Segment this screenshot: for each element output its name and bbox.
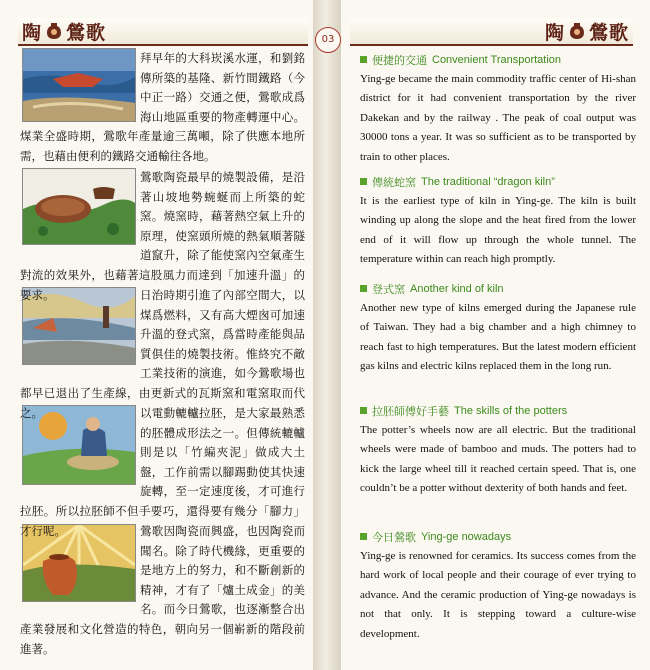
right-header-title xyxy=(545,18,629,44)
zh-paragraph-step-kiln: 日治時期引進了內部空間大，以煤爲燃料，又有高大煙囪可加速升溫的登式窯，爲當時產能與品質俱佳的燒製技術。惟終究不敵工業技術的演進，如今鶯歌場也都早已退出了生產線，由更新式的瓦斯窯和電窯取而代之。 xyxy=(20,288,305,420)
zh-paragraph-nowadays: 鶯歌因陶瓷而興盛，也因陶瓷而聞名。除了時代機緣，更重要的是地方上的努力，和不斷創新的精神，才有了「爐土成金」的美名。而今日鶯歌，也逐漸整合出產業發展和文化營造的特色，朝向另一個嶄新的階段前進著。 xyxy=(20,524,305,656)
en-section-nowadays xyxy=(360,529,636,644)
header-char-yingge: 鶯歌 xyxy=(66,21,107,44)
en-section-body: Another new type of kilns emerged during the Japanese rule of Taiwan. They had a big chamber and a high chimney to reach fast to high temperatures. But the latest modern efficient gas kilns and electric kilns replaced them in the long run. xyxy=(360,302,636,373)
clay-pot-icon xyxy=(569,22,585,40)
green-square-bullet-icon xyxy=(360,56,367,63)
page-number: 03 xyxy=(315,27,341,53)
clay-pot-icon xyxy=(46,22,62,40)
en-section-body: It is the earliest type of kiln in Ying-ge. The kiln is built winding up along the slope and the heat fired from the lower end of it will flow up through the whole tunnel. The temperature within can reach high promptly. xyxy=(360,195,636,266)
header-char-yingge: 鶯歌 xyxy=(588,21,629,44)
en-section-heading xyxy=(360,281,636,296)
page-gutter xyxy=(313,0,341,670)
heading-en: Convenient Transportation xyxy=(432,53,562,66)
en-section-heading xyxy=(360,529,636,544)
zh-paragraph-potter: 以電動轆轤拉胚，是大家最熟悉的胚體成形法之一。但傳統轆轤則是以「竹編夾泥」做成大土盤，工作前需以腳踢動使其快速旋轉，至一定速度後，才可進行拉胚。所以拉胚師不但手要巧，還得要有幾分「腳力」才行呢。 xyxy=(20,406,305,538)
en-section-dragon-kiln xyxy=(360,174,636,270)
heading-en: The skills of the potters xyxy=(454,404,568,417)
green-square-bullet-icon xyxy=(360,407,367,414)
heading-zh: 今日鶯歌 xyxy=(372,531,416,544)
right-header-banner xyxy=(350,18,633,46)
left-header-banner xyxy=(18,18,308,46)
en-section-potter xyxy=(360,403,636,499)
header-char-tao: 陶 xyxy=(544,21,565,44)
zh-paragraph-transport: 拜早年的大科崁溪水運，和劉銘傳所築的基隆、新竹間鐵路（今中正一路）交通之便，鶯歌成爲海山地區重要的物產轉運中心。煤業全盛時期，鶯歌年產量逾三萬噸，除了供應本地所需，也藉由便利的鐵路交通輸往各地。 xyxy=(20,51,305,163)
en-section-transport xyxy=(360,52,636,167)
green-square-bullet-icon xyxy=(360,533,367,540)
en-section-heading xyxy=(360,52,636,67)
en-section-heading xyxy=(360,174,636,189)
en-section-heading xyxy=(360,403,636,418)
zh-paragraph-dragon-kiln: 鶯歌陶瓷最早的燒製設備，是沿著山坡地勢蜿蜒而上所築的蛇窯。燒窯時，藉著熱空氣上升的原理，使窯頭所燒的熱氣順著隧道竄升，除了能使窯內空氣產生對流的效果外，也藉著這股風力而達到「加速升溫」的要求。 xyxy=(20,170,305,302)
en-section-body: Ying-ge is renowned for ceramics. Its success comes from the hard work of local people and their courage of ever trying to advance. And the ceramic production of Ying-ge nowadays is not that only. It is stepping toward a culture-wise development. xyxy=(360,550,636,640)
heading-en: The traditional “dragon kiln” xyxy=(421,175,555,188)
heading-en: Ying-ge nowadays xyxy=(421,530,512,543)
heading-zh: 登式窯 xyxy=(372,283,405,296)
heading-zh: 便捷的交通 xyxy=(372,54,427,67)
header-char-tao: 陶 xyxy=(22,21,43,44)
en-section-body: The potter’s wheels now are all electric. But the traditional wheels were made of bamboo and muds. The potters had to kick the large wheel till it reached certain speed. That is, one couldn’t be a potter without dexterity of both hands and feet. xyxy=(360,424,636,495)
en-section-body: Ying-ge became the main commodity traffic center of Hi-shan district for it had convenient transportation by the river Dakekan and by the railway . The peak of coal output was 30000 tons a year. It was so sufficient as to be transported by train to other places. xyxy=(360,73,636,163)
heading-en: Another kind of kiln xyxy=(410,282,504,295)
green-square-bullet-icon xyxy=(360,285,367,292)
left-header-title xyxy=(22,18,106,44)
heading-zh: 傳統蛇窯 xyxy=(372,176,416,189)
en-section-step-kiln xyxy=(360,281,636,377)
green-square-bullet-icon xyxy=(360,178,367,185)
heading-zh: 拉胚師傅好手藝 xyxy=(372,405,449,418)
